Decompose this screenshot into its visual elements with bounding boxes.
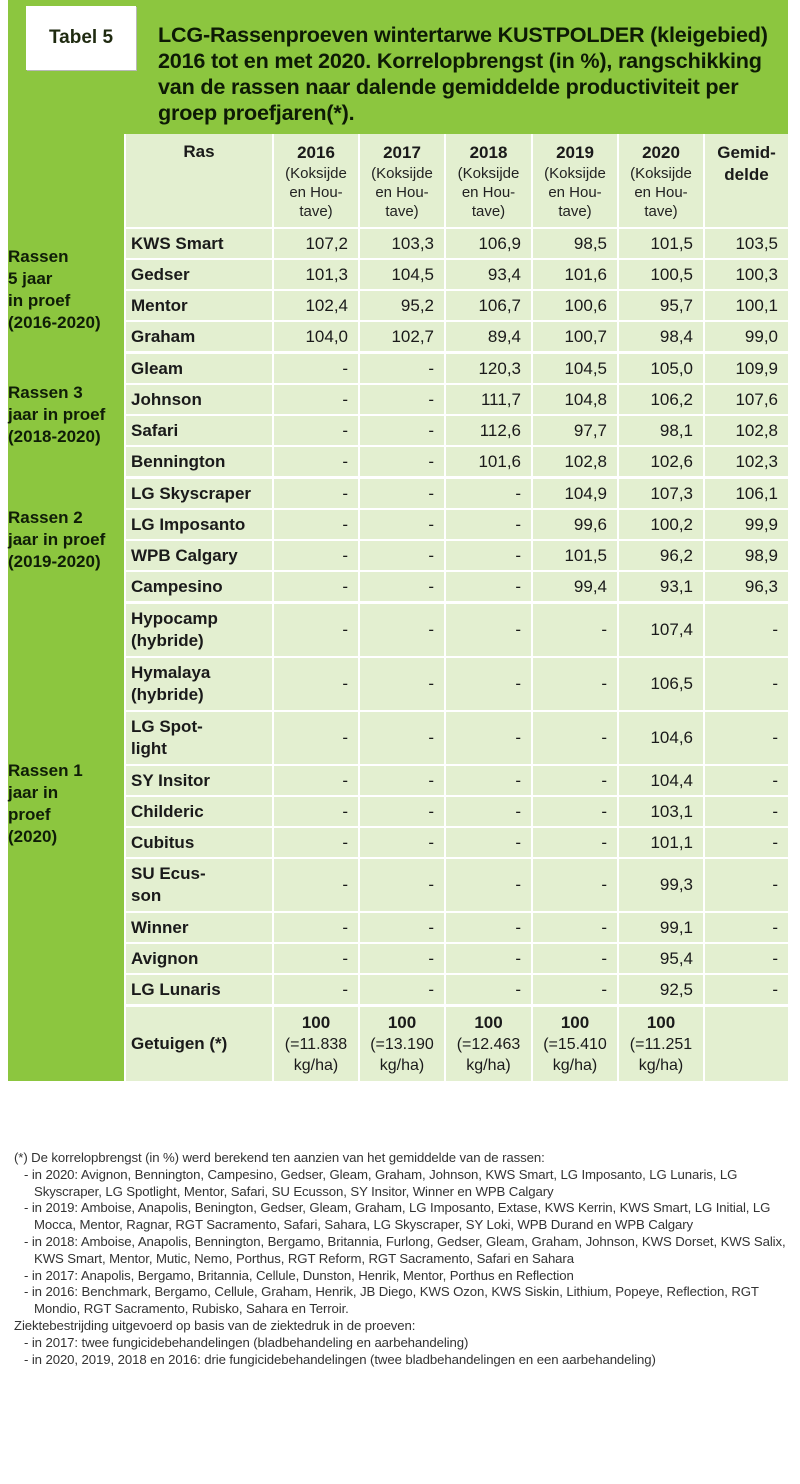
group-label-line: Rassen [8,247,69,267]
header-year: 2016 [297,143,335,162]
variety-name: son [131,886,162,905]
yield-value: 104,9 [532,478,618,510]
yield-value: - [359,415,445,446]
group-label-line: proef [8,805,51,824]
group-label-line: in proef [8,291,71,311]
yield-value: 104,8 [532,384,618,415]
gem-line: delde [724,165,769,184]
header-year: 2017 [383,143,421,162]
yield-value: - [704,796,788,827]
yield-value: 101,1 [618,827,704,858]
yield-value: 95,4 [618,943,704,974]
loc-line: (Koksijde [371,165,433,182]
variety-name: Bennington [131,451,226,471]
group-label-line: (2016-2020) [8,313,101,333]
group-label-line: jaar in proef [8,405,106,424]
variety-name-cell [125,603,273,658]
yield-value: 104,6 [618,711,704,765]
yield-value: - [359,974,445,1006]
yield-value: - [445,943,532,974]
table-row [8,765,788,796]
variety-name: Mentor [131,295,188,315]
variety-name: (hybride) [131,631,204,650]
yield-value: 100,3 [704,259,788,290]
header-year-cell [618,134,704,228]
footnote-line: - in 2017: twee fungicidebehandelingen (bladbehandeling en aarbehandeling) [24,1334,469,1350]
witness-yield: (=13.190 [370,1036,434,1053]
variety-name: Childeric [131,801,204,821]
witness-cell [273,1006,359,1082]
yield-value: - [445,765,532,796]
table-row [8,228,788,259]
variety-name: Cubitus [131,832,195,852]
header-year-cell [532,134,618,228]
yield-value: - [359,571,445,603]
yield-value: - [273,796,359,827]
witness-cell [359,1006,445,1082]
yield-value: - [532,603,618,658]
witness-yield: (=15.410 [543,1036,607,1053]
yield-value: - [273,657,359,711]
header-location [446,164,531,221]
yield-value: - [273,353,359,385]
yield-value: 99,3 [618,858,704,912]
variety-name: Hypocamp [131,609,218,628]
table-row [8,384,788,415]
yield-value: 89,4 [445,321,532,353]
yield-value: 93,4 [445,259,532,290]
yield-value: - [359,796,445,827]
yield-value: 93,1 [618,571,704,603]
variety-name-cell [125,827,273,858]
yield-table [8,134,788,1081]
yield-value: - [359,827,445,858]
loc-line: en Hou- [461,184,516,201]
yield-value: - [704,657,788,711]
footnote-line: (*) De korrelopbrengst (in %) werd berekend ten aanzien van het gemiddelde van de rassen: [14,1150,545,1165]
variety-name: SY Insitor [131,770,211,790]
group-label-line: (2020) [8,827,58,846]
loc-line: en Hou- [289,184,343,201]
footnotes [14,1150,786,1368]
yield-value: 106,1 [704,478,788,510]
yield-value: - [445,827,532,858]
loc-line: (Koksijde [457,165,520,182]
footnote-line: - in 2020: Avignon, Bennington, Campesino, Gedser, Gleam, Graham, Johnson, KWS Smart, LG Imposanto, LG Lunaris, LG Skyscraper, LG Spotlight, Mentor, Safari, SU Ecusson, SY Insitor, Winner en WPB Calgary [24,1166,738,1199]
yield-value: 102,6 [618,446,704,478]
yield-value: 101,5 [618,228,704,259]
witness-yield: (=11.251 [629,1036,693,1053]
yield-value: - [359,657,445,711]
group-label-line: Rassen 2 [8,508,83,527]
loc-line: (Koksijde [285,165,347,182]
table-row [8,603,788,658]
witness-yield: (=12.463 [456,1036,521,1053]
yield-value: 100,7 [532,321,618,353]
variety-name-cell [125,571,273,603]
yield-value: - [273,974,359,1006]
yield-value: 107,2 [273,228,359,259]
yield-value: 112,6 [445,415,532,446]
variety-name-cell [125,446,273,478]
loc-line: (Koksijde [630,165,692,182]
variety-name-cell [125,765,273,796]
yield-value: 95,7 [618,290,704,321]
group-label-line: jaar in [8,783,59,802]
variety-name: Hymalaya [131,663,211,682]
table-row [8,353,788,385]
yield-value: - [532,765,618,796]
yield-value: - [359,603,445,658]
witness-yield: kg/ha) [293,1057,339,1074]
yield-value: 100,6 [532,290,618,321]
yield-value: - [273,603,359,658]
yield-value: - [445,509,532,540]
group-label-line: Rassen 3 [8,383,83,402]
loc-line: tave) [471,203,506,220]
table-row [8,858,788,912]
yield-value: 106,7 [445,290,532,321]
yield-value: - [704,974,788,1006]
group-label-line: jaar in proef [8,530,106,549]
variety-name-cell [125,858,273,912]
yield-value: 106,9 [445,228,532,259]
loc-line: en Hou- [634,184,688,201]
yield-value: 107,3 [618,478,704,510]
table-row [8,571,788,603]
table-row [8,415,788,446]
yield-value: 107,4 [618,603,704,658]
variety-name-cell [125,384,273,415]
table-row [8,657,788,711]
yield-value: - [532,827,618,858]
table-row [8,711,788,765]
variety-name-cell [125,290,273,321]
yield-value: - [445,711,532,765]
variety-name-cell [125,353,273,385]
table-row [8,259,788,290]
yield-value: 100,2 [618,509,704,540]
yield-value: - [704,858,788,912]
yield-value: - [704,943,788,974]
header-gem [705,134,788,186]
yield-value: 95,2 [359,290,445,321]
footnote-line: - in 2019: Amboise, Anapolis, Benington, Gedser, Gleam, Graham, LG Imposanto, Extase, KWS Kerrin, KWS Smart, LG Initial, LG Mocca, Mentor, Ragnar, RGT Sacramento, Safari, Sahara, LG Skyscraper, SY Loki, WPB Durand en WPB Calgary [24,1200,771,1233]
yield-value: - [359,540,445,571]
yield-value: - [532,796,618,827]
header-row [8,134,788,228]
group-label-cell [8,228,125,353]
yield-value: 120,3 [445,353,532,385]
variety-name: SU Ecus- [131,864,206,883]
yield-value: - [359,858,445,912]
yield-value: 103,3 [359,228,445,259]
variety-name-cell [125,228,273,259]
yield-value: - [273,711,359,765]
footnote-line: - in 2020, 2019, 2018 en 2016: drie fungicidebehandelingen (twee bladbehandelingen en een aarbehandeling) [24,1351,656,1367]
yield-value: - [445,540,532,571]
yield-value: - [532,912,618,943]
loc-line: tave) [385,203,419,220]
yield-value: 98,1 [618,415,704,446]
yield-value: - [273,478,359,510]
witness-percent: 100 [560,1013,590,1032]
group-label-line: 5 jaar [8,269,53,289]
table-row [8,796,788,827]
witness-yield: kg/ha) [466,1057,511,1074]
footnote-line: - in 2017: Anapolis, Bergamo, Britannia, Cellule, Dunston, Henrik, Mentor, Porthus en Reflection [24,1267,574,1283]
yield-value: - [359,943,445,974]
yield-value: 107,6 [704,384,788,415]
group-label-cell [8,353,125,478]
header-location [360,164,444,221]
footnote-line: Ziektebestrijding uitgevoerd op basis van de ziektedruk in de proeven: [14,1317,416,1333]
yield-value: - [704,827,788,858]
yield-value: 98,9 [704,540,788,571]
group-label-line: Rassen 1 [8,761,83,780]
yield-value: - [532,711,618,765]
yield-value: - [273,540,359,571]
yield-value: 106,2 [618,384,704,415]
yield-value: 99,0 [704,321,788,353]
header-year: 2019 [556,143,594,162]
loc-line: tave) [558,203,592,220]
variety-name: Gedser [131,264,190,284]
variety-name: (hybride) [131,685,204,704]
yield-value: 100,5 [618,259,704,290]
variety-name-cell [125,711,273,765]
yield-value: - [273,571,359,603]
loc-line: tave) [299,203,333,220]
header-year: 2020 [642,143,680,162]
witness-yield: kg/ha) [379,1057,425,1074]
variety-name: WPB Calgary [131,545,238,565]
table-row [8,290,788,321]
variety-name: Gleam [131,358,183,378]
table-title: LCG-Rassenproeven wintertarwe KUSTPOLDER (kleigebied) 2016 tot en met 2020. Korrelopbrengst (in %), rangschikking van de rassen naar dalende gemiddelde productiviteit per groep proefjaren(*). [158,22,768,125]
yield-value: 102,7 [359,321,445,353]
yield-value: - [532,858,618,912]
yield-value: - [273,912,359,943]
witness-percent: 100 [646,1013,676,1032]
yield-value: 103,5 [704,228,788,259]
yield-value: - [532,974,618,1006]
yield-value: 99,9 [704,509,788,540]
yield-value: - [359,912,445,943]
yield-value: - [359,509,445,540]
witness-yield: kg/ha) [552,1057,598,1074]
yield-value: 106,5 [618,657,704,711]
witness-cell [618,1006,704,1082]
variety-name: Avignon [131,948,199,968]
variety-name-cell [125,321,273,353]
table-row [8,827,788,858]
footnote-line: - in 2018: Amboise, Anapolis, Bennington, Bergamo, Britannia, Furlong, Gedser, Gleam, Graham, Johnson, KWS Dorset, KWS Salix, KWS Smart, Mentor, Mutic, Nemo, Porthus, RGT Reform, RGT Sacramento, Safari en Sahara [24,1233,786,1266]
variety-name: light [131,739,167,758]
yield-value: - [273,858,359,912]
witness-gem-cell [704,1006,788,1082]
yield-value: 103,1 [618,796,704,827]
table-row [8,478,788,510]
yield-value: 102,8 [704,415,788,446]
variety-name: LG Skyscraper [131,483,252,503]
yield-value: 104,0 [273,321,359,353]
table-header-banner [8,0,788,134]
yield-value: 101,3 [273,259,359,290]
variety-name-cell [125,943,273,974]
yield-value: 99,6 [532,509,618,540]
yield-value: - [704,912,788,943]
yield-value: 101,6 [445,446,532,478]
yield-value: - [359,478,445,510]
yield-value: - [445,478,532,510]
group-label-line: (2018-2020) [8,427,101,446]
yield-value: - [359,353,445,385]
witness-row [8,1006,788,1082]
group-label-cell [8,478,125,603]
yield-value: - [445,571,532,603]
yield-value: 98,4 [618,321,704,353]
loc-line: tave) [644,203,678,220]
witness-percent: 100 [301,1013,331,1032]
yield-value: 104,5 [532,353,618,385]
gem-line: Gemid- [717,143,776,162]
yield-value: 98,5 [532,228,618,259]
witness-blank-cell [8,1006,125,1082]
variety-name-cell [125,415,273,446]
witness-cell [532,1006,618,1082]
yield-value: - [359,711,445,765]
yield-value: 101,6 [532,259,618,290]
witness-yield: (=11.838 [284,1036,348,1053]
yield-value: - [532,943,618,974]
yield-value: - [273,384,359,415]
yield-value: - [704,711,788,765]
variety-name: LG Imposanto [131,514,246,534]
yield-value: 109,9 [704,353,788,385]
header-location [274,164,358,221]
header-year-cell [445,134,532,228]
table-row [8,446,788,478]
header-location [619,164,703,221]
yield-value: - [273,765,359,796]
variety-name: KWS Smart [131,233,224,253]
yield-value: - [445,603,532,658]
witness-percent: 100 [387,1013,417,1032]
yield-value: - [445,657,532,711]
variety-name: LG Spot- [131,717,203,736]
yield-value: - [273,415,359,446]
yield-value: 104,5 [359,259,445,290]
variety-name-cell [125,540,273,571]
yield-value: - [445,912,532,943]
yield-value: - [273,827,359,858]
table-row [8,974,788,1006]
variety-name: Campesino [131,576,223,596]
yield-value: 102,4 [273,290,359,321]
yield-value: 96,2 [618,540,704,571]
loc-line: (Koksijde [544,165,606,182]
variety-name: Winner [131,917,189,937]
witness-cell [445,1006,532,1082]
yield-value: 99,4 [532,571,618,603]
variety-name: Johnson [131,389,202,409]
yield-value: 104,4 [618,765,704,796]
variety-name: Safari [131,420,179,440]
table-row [8,912,788,943]
variety-name-cell [125,259,273,290]
variety-name-cell [125,509,273,540]
variety-name: LG Lunaris [131,979,221,999]
yield-value: - [273,509,359,540]
yield-value: - [445,796,532,827]
yield-value: 101,5 [532,540,618,571]
header-year-cell [273,134,359,228]
group-label-cell [8,603,125,1006]
header-ras: Ras [183,142,215,161]
table-row [8,540,788,571]
variety-name-cell [125,796,273,827]
yield-value: - [273,446,359,478]
header-year-cell [359,134,445,228]
witness-percent: 100 [474,1013,503,1032]
variety-name-cell [125,657,273,711]
yield-value: - [359,765,445,796]
table-row [8,943,788,974]
table-row [8,321,788,353]
header-ras-cell [125,134,273,228]
header-location [533,164,617,221]
witness-label: Getuigen (*) [125,1006,273,1082]
header-gemiddelde-cell [704,134,788,228]
yield-value: - [359,446,445,478]
header-year: 2018 [469,143,508,162]
variety-name-cell [125,974,273,1006]
table-label: Tabel 5 [26,6,136,70]
yield-value: - [532,657,618,711]
table-row [8,509,788,540]
yield-value: - [704,765,788,796]
yield-value: 111,7 [445,384,532,415]
footnote-line: - in 2016: Benchmark, Bergamo, Cellule, Graham, Henrik, JB Diego, KWS Ozon, KWS Siskin, Lithium, Popeye, Reflection, RGT Mondio, RGT Sacramento, Rubisko, Sahara en Terroir. [24,1284,759,1317]
header-blank-cell [8,134,125,228]
yield-value: 97,7 [532,415,618,446]
yield-value: 96,3 [704,571,788,603]
yield-value: - [445,858,532,912]
yield-value: - [704,603,788,658]
yield-value: 102,3 [704,446,788,478]
variety-name-cell [125,912,273,943]
variety-name-cell [125,478,273,510]
group-label-line: (2019-2020) [8,552,101,571]
yield-value: 102,8 [532,446,618,478]
loc-line: en Hou- [548,184,602,201]
yield-value: - [273,943,359,974]
yield-value: 99,1 [618,912,704,943]
yield-value: 105,0 [618,353,704,385]
yield-value: 100,1 [704,290,788,321]
yield-value: - [359,384,445,415]
loc-line: en Hou- [375,184,429,201]
variety-name: Graham [131,326,196,346]
yield-value: - [445,974,532,1006]
yield-value: 92,5 [618,974,704,1006]
witness-yield: kg/ha) [638,1057,684,1074]
